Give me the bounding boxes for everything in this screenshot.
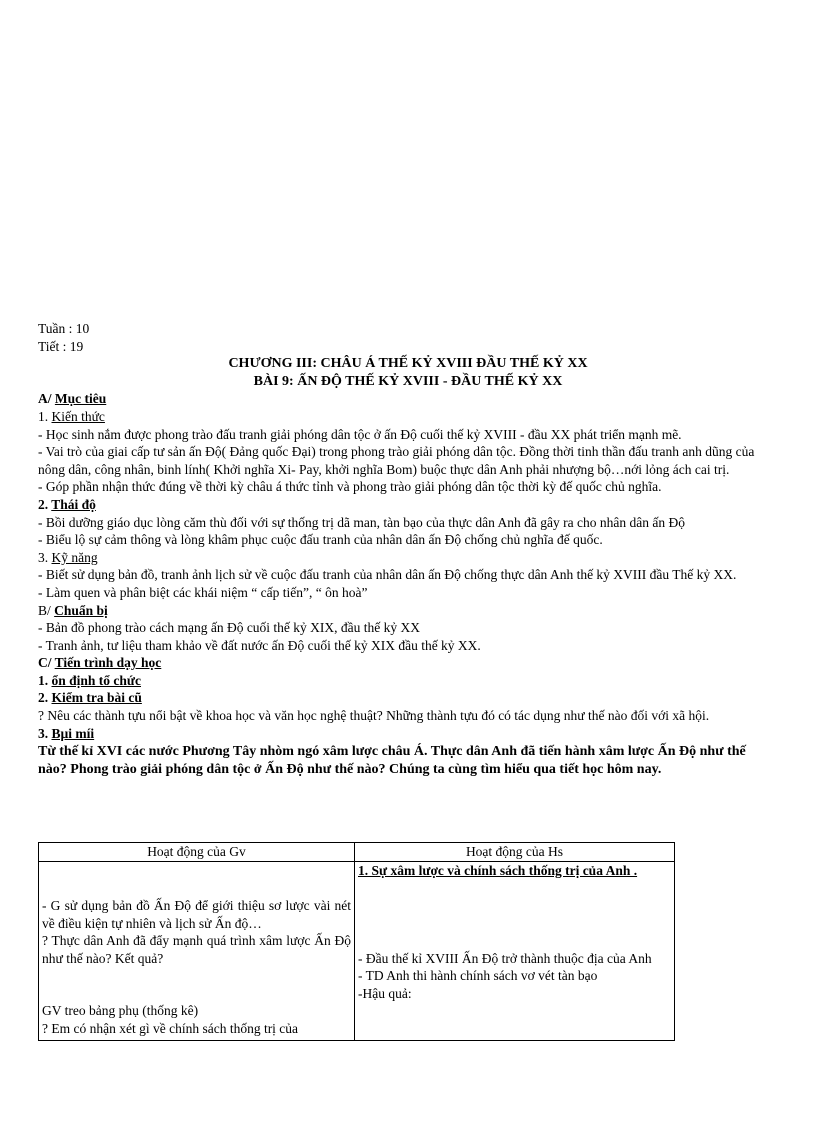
teacher-activity-cell: [39, 862, 355, 1041]
student-activity-line: -Hậu quả:: [358, 985, 412, 1001]
lesson-intro: Từ thế kỉ XVI các nước Phương Tây nhòm ngó xâm lược châu Á. Thực dân Anh đã tiến hành xâm lược Ấn Độ như thế nào? Phong trào giải phóng dân tộc ở Ấn Độ như thế nào? Chúng ta cùng tìm hiểu qua tiết học hôm nay.: [38, 744, 746, 778]
knowledge-item: - Học sinh nắm được phong trào đấu tranh giải phóng dân tộc ở ấn Độ cuối thế kỷ XVIII - đầu XX phát triển mạnh mẽ.: [38, 426, 682, 442]
skills-item: - Làm quen và phân biệt các khái niệm “ cấp tiến”, “ ôn hoà”: [38, 584, 368, 600]
lesson-title: BÀI 9: ẤN ĐỘ THẾ KỶ XVIII - ĐẦU THẾ KỶ XX: [253, 373, 563, 389]
preparation-item: - Tranh ảnh, tư liệu tham khảo về đất nước ấn Độ cuối thế kỷ XIX đầu thế kỷ XX.: [38, 637, 481, 653]
student-activity-line: - TD Anh thi hành chính sách vơ vét tàn bạo: [358, 968, 598, 984]
procedure-heading: C/ Tiến trình dạy học: [38, 655, 162, 671]
week-label: Tuần : 10: [38, 321, 90, 336]
procedure-step-3: 3. Bµi míi: [38, 725, 95, 741]
knowledge-item: - Góp phần nhận thức đúng về thời kỳ châu á thức tỉnh và phong trào giải phóng dân tộc thời kỳ đế quốc chủ nghĩa.: [38, 479, 662, 495]
objectives-heading: A/ Mục tiêu: [38, 391, 107, 407]
activities-table: [38, 842, 675, 1041]
preparation-item: - Bản đồ phong trào cách mạng ấn Độ cuối thế kỷ XIX, đầu thế kỷ XX: [38, 620, 421, 636]
preparation-heading: B/ Chuẩn bị: [38, 602, 108, 618]
attitude-item: - Bồi dưỡng giáo dục lòng căm thù đối với sự thống trị dã man, tàn bạo của thực dân Anh đã gây ra cho nhân dân ấn Độ: [38, 514, 685, 530]
knowledge-heading: 1. Kiến thức: [38, 408, 105, 424]
attitude-heading: 2. Thái độ: [38, 496, 96, 512]
chapter-title: CHƯƠNG III: CHÂU Á THẾ KỶ XVIII ĐẦU THẾ KỶ XX: [228, 356, 588, 372]
teacher-activity-line: ? Em có nhận xét gì về chính sách thống trị của: [42, 1020, 299, 1036]
document-body: [38, 320, 778, 779]
student-section-title: 1. Sự xâm lược và chính sách thống trị của Anh .: [358, 863, 638, 878]
teacher-activity-line: - G sử dụng bản đồ Ấn Độ để giới thiệu sơ lược vài nét về điều kiện tự nhiên và lịch sử Ấn độ…: [42, 898, 351, 931]
attitude-item: - Biểu lộ sự cảm thông và lòng khâm phục cuộc đấu tranh của nhân dân ấn Độ chống chủ nghĩa đế quốc.: [38, 532, 603, 548]
skills-item: - Biết sử dụng bản đồ, tranh ảnh lịch sử về cuộc đấu tranh của nhân dân ấn Độ chống thực dân Anh thế kỷ XVIII đầu Thế kỷ XX.: [38, 567, 737, 583]
teacher-activity-line: GV treo bảng phụ (thống kê): [42, 1003, 199, 1019]
teacher-activity-line: ? Thực dân Anh đã đẩy mạnh quá trình xâm lược Ấn Độ như thế nào? Kết quả?: [42, 933, 351, 966]
procedure-step-2: 2. Kiểm tra bài cũ: [38, 690, 142, 706]
student-activity-line: - Đầu thế kỉ XVIII Ấn Độ trở thành thuộc địa của Anh: [358, 950, 652, 966]
student-activity-cell: [355, 862, 675, 1041]
procedure-step-1: 1. ổn định tổ chức: [38, 672, 141, 688]
teacher-column-header: Hoạt động của Gv: [39, 843, 355, 862]
table-row: [39, 862, 675, 1041]
review-question: ? Nêu các thành tựu nổi bật về khoa học và văn học nghệ thuật? Những thành tựu đó có tác dụng như thế nào đối với xã hội.: [38, 708, 710, 724]
period-label: Tiết : 19: [38, 338, 84, 354]
student-column-header: Hoạt động của Hs: [355, 843, 675, 862]
knowledge-item: - Vai trò của giai cấp tư sản ấn Độ( Đảng quốc Đại) trong phong trào giải phóng dân tộc. Đồng thời tinh thần đấu tranh anh dũng của nông dân, công nhân, binh lính( Khởi nghĩa Xi- Pay, khởi nghĩa Bom) buộc thực dân Anh phải nhượng bộ…nới lỏng ách cai trị.: [38, 444, 755, 477]
table-header-row: [39, 843, 675, 862]
skills-heading: 3. Kỹ năng: [38, 549, 98, 565]
